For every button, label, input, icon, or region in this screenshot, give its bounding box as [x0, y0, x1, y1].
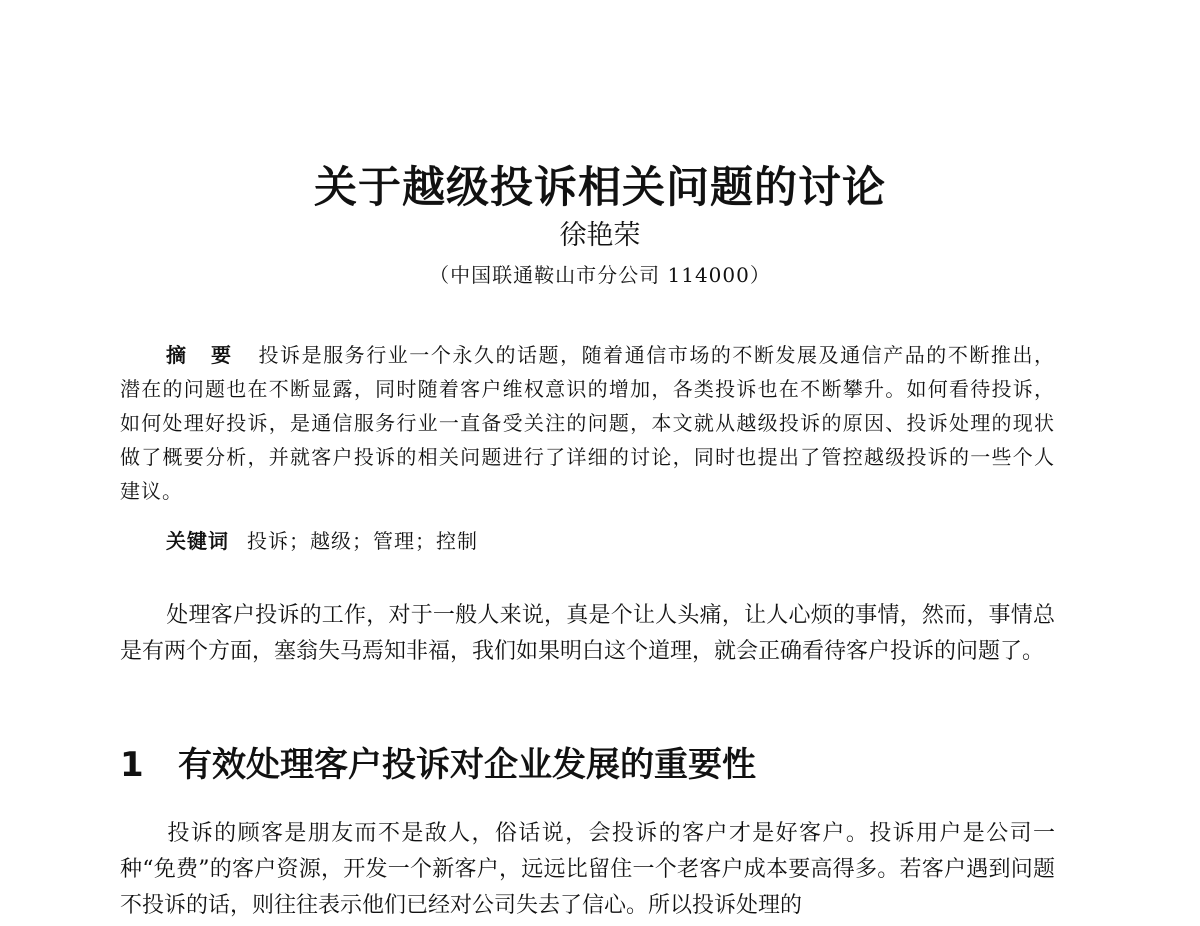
keywords-block: [166, 524, 966, 558]
section-heading: [120, 739, 1055, 791]
abstract-label: 摘 要: [166, 343, 240, 367]
keywords-text: 投诉；越级；管理；控制: [247, 529, 478, 553]
section-paragraph-text: 投诉的顾客是朋友而不是敌人，俗话说，会投诉的客户才是好客户。投诉用户是公司一种“免费”的客户资源，开发一个新客户，远远比留住一个老客户成本要高得多。若客户遇到问题不投诉的话，则往往表示他们已经对公司失去了信心。所以投诉处理的: [120, 821, 1055, 918]
author-name: 徐艳荣: [559, 220, 641, 251]
intro-paragraph-text: 处理客户投诉的工作，对于一般人来说，真是个让人头痛，让人心烦的事情，然而，事情总是有两个方面，塞翁失马焉知非福，我们如果明白这个道理，就会正确看待客户投诉的问题了。: [120, 603, 1055, 664]
keywords-label: 关键词: [166, 529, 229, 553]
abstract-block: [120, 338, 1055, 508]
author-affiliation: （中国联通鞍山市分公司 114000）: [429, 263, 771, 287]
abstract-text: 投诉是服务行业一个永久的话题，随着通信市场的不断发展及通信产品的不断推出，潜在的问题也在不断显露，同时随着客户维权意识的增加，各类投诉也在不断攀升。如何看待投诉，如何处理好投诉，是通信服务行业一直备受关注的问题，本文就从越级投诉的原因、投诉处理的现状做了概要分析，并就客户投诉的相关问题进行了详细的讨论，同时也提出了管控越级投诉的一些个人建议。: [120, 343, 1055, 503]
section-title: 有效处理客户投诉对企业发展的重要性: [178, 745, 756, 785]
intro-paragraph: [120, 598, 1055, 670]
paper-title: 关于越级投诉相关问题的讨论: [314, 163, 886, 213]
section-number: 1: [120, 745, 144, 785]
section-paragraph: [120, 816, 1055, 924]
